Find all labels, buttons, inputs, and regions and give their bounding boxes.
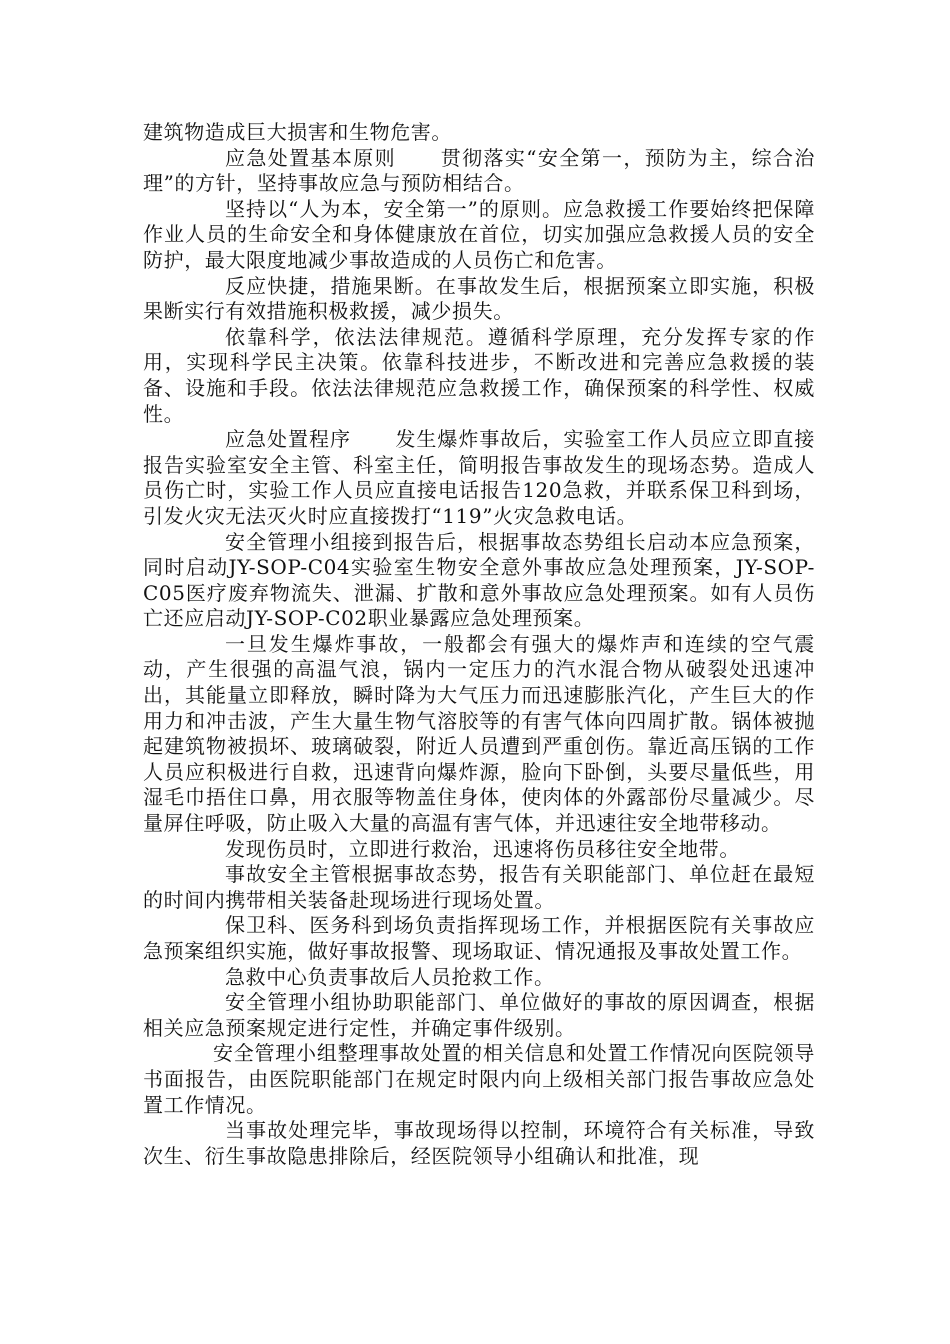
paragraph-14 xyxy=(143,1041,815,1118)
paragraph-15 xyxy=(143,1118,815,1169)
paragraph-text: 反应快捷，措施果断。在事故发生后，根据预案立即实施，积极果断实行有效措施积极救援，减少损失。 xyxy=(143,273,815,324)
paragraph-text: 当事故处理完毕，事故现场得以控制，环境符合有关标准，导致次生、衍生事故隐患排除后，经医院领导小组确认和批准，现 xyxy=(143,1118,815,1168)
paragraph-4 xyxy=(143,274,815,325)
paragraph-text: 保卫科、医务科到场负责指挥现场工作，并根据医院有关事故应急预案组织实施，做好事故报警、现场取证、情况通报及事故处置工作。 xyxy=(143,913,815,963)
paragraph-12 xyxy=(143,965,815,991)
paragraph-text: 安全管理小组接到报告后，根据事故态势组长启动本应急预案，同时启动JY-SOP-C04实验室生物安全意外事故应急处理预案，JY-SOP-C05医疗废弃物流失、泄漏、扩散和意外事故应急处理预案。如有人员伤亡还应启动JY-SOP-C02职业暴露应急处理预案。 xyxy=(143,529,815,631)
section-heading: 应急处置基本原则 xyxy=(225,145,397,170)
section-heading: 应急处置程序 xyxy=(225,427,351,452)
paragraph-principles xyxy=(143,146,815,197)
paragraph-3 xyxy=(143,197,815,274)
paragraph-5 xyxy=(143,325,815,427)
paragraph-8 xyxy=(143,632,815,837)
paragraph-text: 安全管理小组整理事故处置的相关信息和处置工作情况向医院领导书面报告，由医院职能部门在规定时限内向上级相关部门报告事故应急处置工作情况。 xyxy=(143,1041,815,1117)
paragraph-procedure xyxy=(143,427,815,529)
paragraph-10 xyxy=(143,862,815,913)
paragraph-text: 安全管理小组协助职能部门、单位做好的事故的原因调查，根据相关应急预案规定进行定性，并确定事件级别。 xyxy=(143,990,815,1040)
paragraph-text: 发生爆炸事故后，实验室工作人员应立即直接报告实验室安全主管、科室主任，简明报告事故发生的现场态势。造成人员伤亡时，实验工作人员应直接电话报告120急救，并联系保卫科到场，引发火灾无法灭火时应直接拨打“119”火灾急救电话。 xyxy=(143,427,815,528)
paragraph-13 xyxy=(143,990,815,1041)
paragraph-text: 建筑物造成巨大损害和生物危害。 xyxy=(143,120,452,144)
paragraph-text: 事故安全主管根据事故态势，报告有关职能部门、单位赶在最短的时间内携带相关装备赴现场进行现场处置。 xyxy=(143,862,815,912)
paragraph-text: 坚持以“人为本，安全第一”的原则。应急救援工作要始终把保障作业人员的生命安全和身体健康放在首位，切实加强应急救援人员的安全防护，最大限度地减少事故造成的人员伤亡和危害。 xyxy=(143,196,815,272)
paragraph-text: 贯彻落实“安全第一，预防为主，综合治理”的方针，坚持事故应急与预防相结合。 xyxy=(143,145,815,196)
paragraph-1 xyxy=(143,120,815,146)
paragraph-9 xyxy=(143,837,815,863)
document-body xyxy=(143,120,815,1169)
paragraph-11 xyxy=(143,913,815,964)
paragraph-text: 依靠科学，依法法律规范。遵循科学原理，充分发挥专家的作用，实现科学民主决策。依靠科技进步，不断改进和完善应急救援的装备、设施和手段。依法法律规范应急救援工作，确保预案的科学性、权威性。 xyxy=(143,324,815,426)
paragraph-text: 急救中心负责事故后人员抢救工作。 xyxy=(225,964,555,989)
paragraph-text: 一旦发生爆炸事故，一般都会有强大的爆炸声和连续的空气震动，产生很强的高温气浪，锅内一定压力的汽水混合物从破裂处迅速冲出，其能量立即释放，瞬时降为大气压力而迅速膨胀汽化，产生巨大的作用力和冲击波，产生大量生物气溶胶等的有害气体向四周扩散。锅体被抛起建筑物被损坏、玻璃破裂，附近人员遭到严重创伤。靠近高压锅的工作人员应积极进行自救，迅速背向爆炸源，脸向下卧倒，头要尽量低些，用湿毛巾捂住口鼻，用衣服等物盖住身体，使肉体的外露部份尽量减少。尽量屏住呼吸，防止吸入大量的高温有害气体，并迅速往安全地带移动。 xyxy=(143,631,815,836)
paragraph-7 xyxy=(143,530,815,632)
paragraph-text: 发现伤员时，立即进行救治，迅速将伤员移往安全地带。 xyxy=(225,836,740,861)
